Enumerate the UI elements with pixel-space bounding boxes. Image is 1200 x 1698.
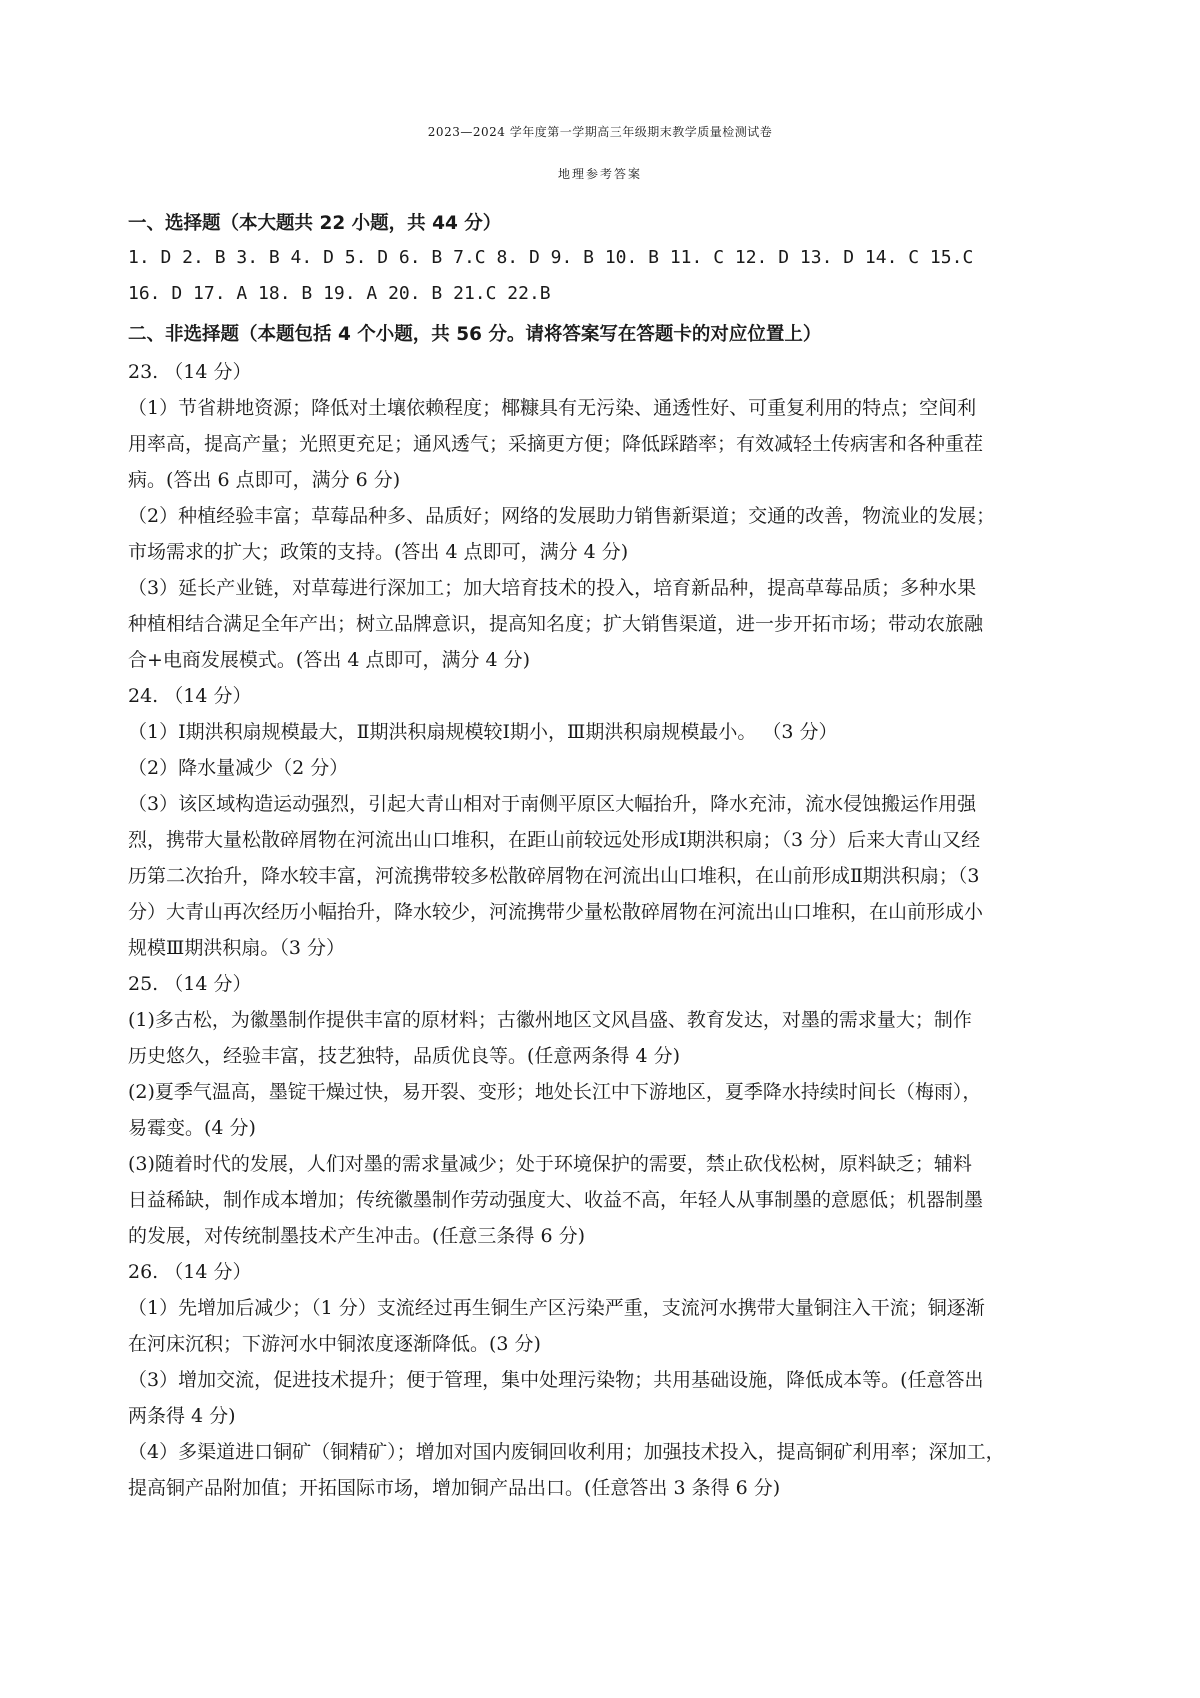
answer-line: 在河床沉积；下游河水中铜浓度逐渐降低。(3 分) [128,1333,541,1355]
answer-line: 的发展，对传统制墨技术产生冲击。(任意三条得 6 分) [128,1225,585,1247]
answer-line: （2）降水量减少（2 分） [128,757,349,779]
answer-line: 两条得 4 分) [128,1405,236,1427]
mc-answers-row1: 1. D 2. B 3. B 4. D 5. D 6. B 7.C 8. D 9. B 10. B 11. C 12. D 13. D 14. C 15.C [128,247,974,268]
page-subtitle: 地理参考答案 [557,167,642,181]
mc-answers-row2: 16. D 17. A 18. B 19. A 20. B 21.C 22.B [128,283,551,304]
answer-line: 分）大青山再次经历小幅抬升，降水较少，河流携带少量松散碎屑物在河流出山口堆积，在山前形成小 [128,901,984,923]
answer-line: 病。(答出 6 点即可，满分 6 分) [128,469,401,491]
page-title: 2023—2024 学年度第一学期高三年级期末教学质量检测试卷 [427,125,773,139]
section2-heading: 二、非选择题（本题包括 4 个小题，共 56 分。请将答案写在答题卡的对应位置上） [128,324,822,345]
section1-heading: 一、选择题（本大题共 22 小题，共 44 分） [128,213,502,234]
answer-line: (3)随着时代的发展，人们对墨的需求量减少；处于环境保护的需要，禁止砍伐松树，原料缺乏；辅料 [128,1153,972,1175]
answer-line: 合+电商发展模式。(答出 4 点即可，满分 4 分) [128,649,531,671]
answer-line: （3）该区域构造运动强烈，引起大青山相对于南侧平原区大幅抬升，降水充沛，流水侵蚀搬运作用强 [128,793,977,815]
answer-line: （2）种植经验丰富；草莓品种多、品质好；网络的发展助力销售新渠道；交通的改善，物流业的发展； [128,505,996,527]
answer-line: 提高铜产品附加值；开拓国际市场，增加铜产品出口。(任意答出 3 条得 6 分) [128,1477,781,1499]
q24-header: 24. （14 分） [128,685,252,707]
answer-line: （4）多渠道进口铜矿（铜精矿）；增加对国内废铜回收利用；加强技术投入，提高铜矿利用率；深加工， [128,1441,1005,1463]
answer-line: 历第二次抬升，降水较丰富，河流携带较多松散碎屑物在河流出山口堆积，在山前形成Ⅱ期洪积扇；（3 [128,865,980,887]
answer-line: （3）延长产业链，对草莓进行深加工；加大培育技术的投入，培育新品种，提高草莓品质；多种水果 [128,577,977,599]
answer-line: （1）先增加后减少；（1 分）支流经过再生铜生产区污染严重，支流河水携带大量铜注入干流；铜逐渐 [128,1297,985,1319]
answer-line: 用率高，提高产量；光照更充足；通风透气；采摘更方便；降低踩踏率；有效减轻土传病害和各种重茬 [128,433,984,455]
answer-line: (1)多古松，为徽墨制作提供丰富的原材料；古徽州地区文风昌盛、教育发达，对墨的需求量大；制作 [128,1009,972,1031]
answer-line: （1）节省耕地资源；降低对土壤依赖程度；椰糠具有无污染、通透性好、可重复利用的特点；空间利 [128,397,977,419]
answer-line: 规模Ⅲ期洪积扇。（3 分） [128,937,345,959]
answer-line: 易霉变。(4 分) [128,1117,256,1139]
answer-line: (2)夏季气温高，墨锭干燥过快，易开裂、变形；地处长江中下游地区，夏季降水持续时间长（梅雨）， [128,1081,982,1103]
q26-header: 26. （14 分） [128,1261,252,1283]
answer-line: 日益稀缺，制作成本增加；传统徽墨制作劳动强度大、收益不高，年轻人从事制墨的意愿低；机器制墨 [128,1189,984,1211]
answer-line: 历史悠久，经验丰富，技艺独特，品质优良等。(任意两条得 4 分) [128,1045,680,1067]
q25-header: 25. （14 分） [128,973,252,995]
answer-line: 烈，携带大量松散碎屑物在河流出山口堆积，在距山前较远处形成Ⅰ期洪积扇；（3 分）后来大青山又经 [128,829,981,851]
answer-line: （3）增加交流，促进技术提升；便于管理，集中处理污染物；共用基础设施，降低成本等。(任意答出 [128,1369,984,1391]
q23-header: 23. （14 分） [128,361,252,383]
answer-line: 市场需求的扩大；政策的支持。(答出 4 点即可，满分 4 分) [128,541,629,563]
answer-line: （1）Ⅰ期洪积扇规模最大，Ⅱ期洪积扇规模较Ⅰ期小，Ⅲ期洪积扇规模最小。 （3 分） [128,721,838,743]
answer-line: 种植相结合满足全年产出；树立品牌意识，提高知名度；扩大销售渠道，进一步开拓市场；带动农旅融 [128,613,984,635]
